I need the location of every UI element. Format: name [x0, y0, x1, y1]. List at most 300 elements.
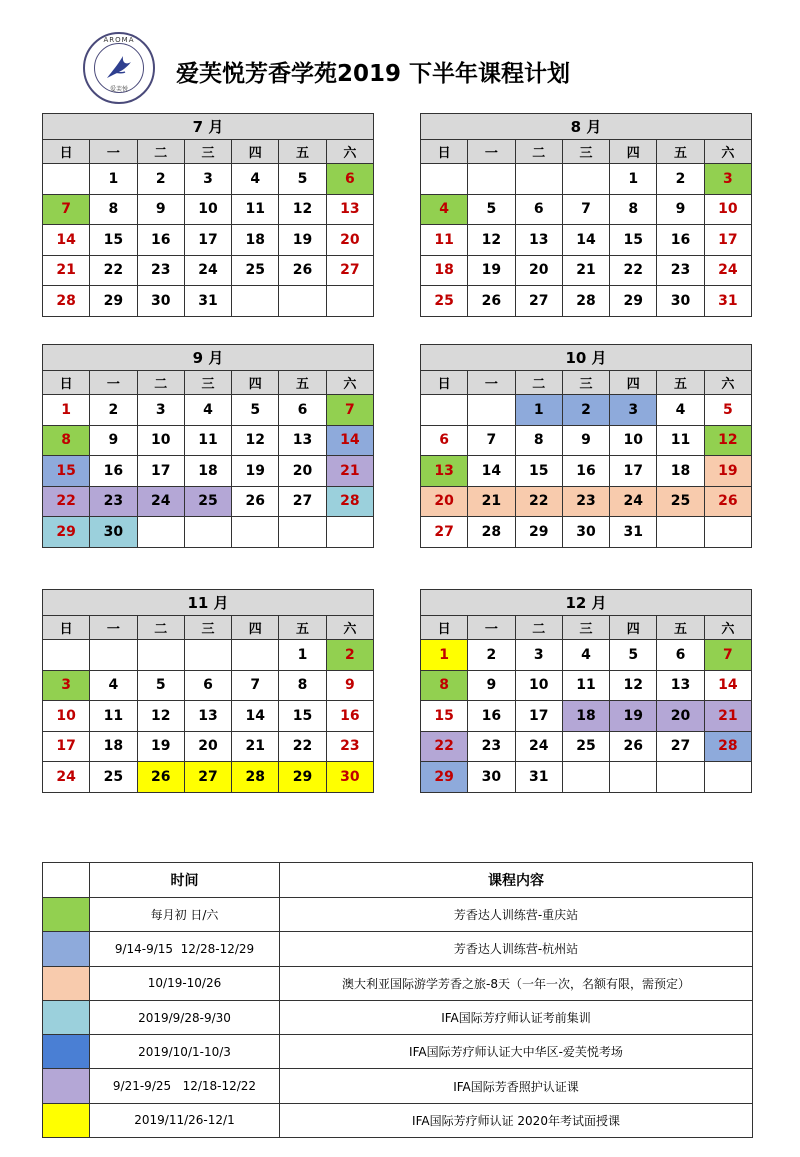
day-cell: 24 [704, 255, 751, 286]
day-cell: 19 [232, 456, 279, 487]
day-cell: 17 [137, 456, 184, 487]
day-cell: 7 [43, 194, 90, 225]
day-cell: 13 [515, 225, 562, 256]
week-row [43, 731, 374, 762]
day-cell: 11 [232, 194, 279, 225]
day-cell: 12 [468, 225, 515, 256]
day-cell: 11 [90, 701, 137, 732]
day-cell: 10 [184, 194, 231, 225]
day-cell: 1 [90, 164, 137, 195]
week-row [43, 670, 374, 701]
weekday-header: 四 [232, 371, 279, 395]
weekday-header: 日 [421, 371, 468, 395]
day-cell: 30 [657, 286, 704, 317]
day-cell: 4 [421, 194, 468, 225]
weekday-header: 日 [43, 616, 90, 640]
day-cell: 1 [43, 395, 90, 426]
legend-time: 9/21-9/25 12/18-12/22 [90, 1069, 280, 1103]
day-cell: 28 [704, 731, 751, 762]
week-row [421, 731, 752, 762]
day-cell: 8 [279, 670, 326, 701]
empty-day-cell [326, 517, 373, 548]
day-cell: 26 [232, 486, 279, 517]
day-cell: 15 [610, 225, 657, 256]
day-cell: 5 [468, 194, 515, 225]
day-cell: 3 [184, 164, 231, 195]
day-cell: 21 [562, 255, 609, 286]
day-cell: 26 [610, 731, 657, 762]
legend-content: IFA国际芳疗师认证考前集训 [280, 1000, 753, 1034]
day-cell: 2 [326, 640, 373, 671]
day-cell: 6 [421, 425, 468, 456]
day-cell: 20 [515, 255, 562, 286]
week-row [421, 517, 752, 548]
day-cell: 2 [562, 395, 609, 426]
day-cell: 29 [43, 517, 90, 548]
day-cell: 19 [468, 255, 515, 286]
weekday-header: 一 [90, 140, 137, 164]
day-cell: 15 [279, 701, 326, 732]
calendar-october [420, 344, 752, 548]
weekday-header: 三 [562, 616, 609, 640]
day-cell: 22 [421, 731, 468, 762]
day-cell: 12 [137, 701, 184, 732]
week-row [43, 425, 374, 456]
legend-time: 每月初 日/六 [90, 898, 280, 932]
weekday-header: 四 [232, 616, 279, 640]
legend-color-swatch [43, 1103, 90, 1137]
week-row [43, 164, 374, 195]
weekday-header: 一 [90, 371, 137, 395]
week-row [43, 640, 374, 671]
day-cell: 24 [515, 731, 562, 762]
day-cell: 13 [326, 194, 373, 225]
day-cell: 4 [90, 670, 137, 701]
day-cell: 2 [468, 640, 515, 671]
day-cell: 8 [421, 670, 468, 701]
day-cell: 30 [562, 517, 609, 548]
weekday-header: 六 [326, 616, 373, 640]
day-cell: 10 [610, 425, 657, 456]
legend-row [43, 1103, 753, 1137]
empty-day-cell [232, 517, 279, 548]
page-title: 爱芙悦芳香学苑2019 下半年课程计划 [176, 61, 571, 87]
weekday-header: 一 [468, 140, 515, 164]
legend-content: 澳大利亚国际游学芳香之旅-8天（一年一次，名额有限，需预定） [280, 966, 753, 1000]
day-cell: 20 [279, 456, 326, 487]
day-cell: 19 [610, 701, 657, 732]
day-cell: 5 [704, 395, 751, 426]
logo-sub-text: 爱芙悦 [109, 86, 128, 93]
weekday-header: 三 [184, 616, 231, 640]
weekday-header: 三 [562, 371, 609, 395]
month-title: 12 月 [421, 590, 752, 616]
legend-row [43, 1035, 753, 1069]
day-cell: 9 [657, 194, 704, 225]
legend-content: IFA国际芳香照护认证课 [280, 1069, 753, 1103]
day-cell: 9 [562, 425, 609, 456]
day-cell: 20 [421, 486, 468, 517]
weekday-header: 二 [515, 371, 562, 395]
weekday-header: 日 [421, 140, 468, 164]
day-cell: 3 [515, 640, 562, 671]
day-cell: 4 [562, 640, 609, 671]
legend-content: IFA国际芳疗师认证 2020年考试面授课 [280, 1103, 753, 1137]
month-title: 9 月 [43, 345, 374, 371]
day-cell: 22 [279, 731, 326, 762]
week-row [421, 395, 752, 426]
weekday-header: 一 [468, 371, 515, 395]
day-cell: 29 [90, 286, 137, 317]
week-row [421, 255, 752, 286]
day-cell: 28 [43, 286, 90, 317]
day-cell: 31 [704, 286, 751, 317]
day-cell: 24 [184, 255, 231, 286]
legend-color-swatch [43, 932, 90, 966]
day-cell: 8 [515, 425, 562, 456]
legend-content: 芳香达人训练营-重庆站 [280, 898, 753, 932]
day-cell: 15 [90, 225, 137, 256]
day-cell: 6 [184, 670, 231, 701]
calendar-august [420, 113, 752, 317]
day-cell: 5 [279, 164, 326, 195]
day-cell: 31 [184, 286, 231, 317]
day-cell: 27 [657, 731, 704, 762]
day-cell: 19 [279, 225, 326, 256]
week-row [421, 640, 752, 671]
day-cell: 28 [232, 762, 279, 793]
legend-header-content: 课程内容 [280, 863, 753, 898]
day-cell: 30 [468, 762, 515, 793]
day-cell: 16 [657, 225, 704, 256]
day-cell: 30 [326, 762, 373, 793]
day-cell: 3 [704, 164, 751, 195]
day-cell: 20 [326, 225, 373, 256]
week-row [421, 486, 752, 517]
weekday-header: 二 [137, 616, 184, 640]
day-cell: 13 [421, 456, 468, 487]
day-cell: 25 [90, 762, 137, 793]
week-row [43, 456, 374, 487]
day-cell: 23 [562, 486, 609, 517]
day-cell: 7 [232, 670, 279, 701]
day-cell: 18 [232, 225, 279, 256]
empty-day-cell [562, 762, 609, 793]
day-cell: 7 [704, 640, 751, 671]
week-row [43, 517, 374, 548]
day-cell: 18 [562, 701, 609, 732]
legend-time: 10/19-10/26 [90, 966, 280, 1000]
day-cell: 23 [657, 255, 704, 286]
day-cell: 8 [610, 194, 657, 225]
day-cell: 10 [43, 701, 90, 732]
weekday-header: 六 [326, 140, 373, 164]
week-row [43, 194, 374, 225]
month-title: 11 月 [43, 590, 374, 616]
month-title: 7 月 [43, 114, 374, 140]
day-cell: 29 [421, 762, 468, 793]
day-cell: 31 [610, 517, 657, 548]
day-cell: 17 [184, 225, 231, 256]
day-cell: 3 [43, 670, 90, 701]
empty-day-cell [137, 517, 184, 548]
day-cell: 14 [43, 225, 90, 256]
day-cell: 5 [232, 395, 279, 426]
day-cell: 27 [515, 286, 562, 317]
day-cell: 17 [515, 701, 562, 732]
week-row [421, 456, 752, 487]
weekday-header: 六 [326, 371, 373, 395]
weekday-header: 二 [515, 616, 562, 640]
empty-day-cell [515, 164, 562, 195]
day-cell: 14 [232, 701, 279, 732]
day-cell: 6 [515, 194, 562, 225]
day-cell: 16 [137, 225, 184, 256]
empty-day-cell [421, 164, 468, 195]
day-cell: 22 [90, 255, 137, 286]
day-cell: 27 [279, 486, 326, 517]
legend-time: 2019/10/1-10/3 [90, 1035, 280, 1069]
legend-table [42, 862, 752, 1138]
legend-color-swatch [43, 1000, 90, 1034]
day-cell: 12 [704, 425, 751, 456]
week-row [43, 286, 374, 317]
day-cell: 29 [279, 762, 326, 793]
day-cell: 8 [43, 425, 90, 456]
empty-day-cell [90, 640, 137, 671]
day-cell: 14 [468, 456, 515, 487]
weekday-header: 六 [704, 616, 751, 640]
day-cell: 13 [184, 701, 231, 732]
weekday-header: 四 [610, 371, 657, 395]
day-cell: 11 [421, 225, 468, 256]
day-cell: 10 [137, 425, 184, 456]
empty-day-cell [279, 286, 326, 317]
bird-icon [103, 50, 135, 82]
day-cell: 31 [515, 762, 562, 793]
day-cell: 26 [468, 286, 515, 317]
day-cell: 16 [90, 456, 137, 487]
weekday-header: 五 [279, 371, 326, 395]
day-cell: 9 [137, 194, 184, 225]
calendar-july [42, 113, 374, 317]
week-row [43, 395, 374, 426]
day-cell: 16 [326, 701, 373, 732]
legend-row [43, 1000, 753, 1034]
day-cell: 2 [137, 164, 184, 195]
day-cell: 4 [184, 395, 231, 426]
day-cell: 25 [421, 286, 468, 317]
weekday-header: 六 [704, 140, 751, 164]
day-cell: 23 [468, 731, 515, 762]
day-cell: 12 [232, 425, 279, 456]
legend-time: 2019/9/28-9/30 [90, 1000, 280, 1034]
day-cell: 21 [468, 486, 515, 517]
day-cell: 21 [326, 456, 373, 487]
week-row [421, 701, 752, 732]
week-row [421, 286, 752, 317]
week-row [421, 670, 752, 701]
legend-row [43, 932, 753, 966]
day-cell: 22 [610, 255, 657, 286]
day-cell: 1 [610, 164, 657, 195]
legend-color-swatch [43, 1035, 90, 1069]
week-row [43, 486, 374, 517]
day-cell: 2 [657, 164, 704, 195]
day-cell: 15 [421, 701, 468, 732]
day-cell: 11 [657, 425, 704, 456]
day-cell: 27 [184, 762, 231, 793]
day-cell: 5 [610, 640, 657, 671]
day-cell: 28 [562, 286, 609, 317]
day-cell: 22 [515, 486, 562, 517]
day-cell: 17 [43, 731, 90, 762]
day-cell: 18 [657, 456, 704, 487]
empty-day-cell [137, 640, 184, 671]
weekday-header: 三 [184, 371, 231, 395]
legend-row [43, 898, 753, 932]
weekday-header: 三 [562, 140, 609, 164]
week-row [421, 164, 752, 195]
day-cell: 21 [704, 701, 751, 732]
week-row [421, 194, 752, 225]
day-cell: 14 [326, 425, 373, 456]
day-cell: 25 [562, 731, 609, 762]
empty-day-cell [43, 164, 90, 195]
legend-color-swatch [43, 1069, 90, 1103]
day-cell: 3 [610, 395, 657, 426]
empty-day-cell [43, 640, 90, 671]
week-row [43, 762, 374, 793]
day-cell: 14 [562, 225, 609, 256]
day-cell: 23 [90, 486, 137, 517]
day-cell: 19 [137, 731, 184, 762]
day-cell: 7 [562, 194, 609, 225]
day-cell: 24 [43, 762, 90, 793]
weekday-header: 五 [657, 616, 704, 640]
day-cell: 7 [468, 425, 515, 456]
legend-time: 2019/11/26-12/1 [90, 1103, 280, 1137]
day-cell: 30 [90, 517, 137, 548]
day-cell: 29 [610, 286, 657, 317]
day-cell: 25 [232, 255, 279, 286]
day-cell: 21 [232, 731, 279, 762]
day-cell: 7 [326, 395, 373, 426]
week-row [43, 255, 374, 286]
weekday-header: 六 [704, 371, 751, 395]
day-cell: 27 [421, 517, 468, 548]
day-cell: 13 [279, 425, 326, 456]
empty-day-cell [657, 517, 704, 548]
empty-day-cell [232, 286, 279, 317]
day-cell: 25 [184, 486, 231, 517]
legend-color-swatch [43, 898, 90, 932]
day-cell: 20 [184, 731, 231, 762]
empty-day-cell [610, 762, 657, 793]
empty-day-cell [184, 517, 231, 548]
weekday-header: 五 [279, 616, 326, 640]
week-row [421, 762, 752, 793]
weekday-header: 日 [43, 140, 90, 164]
day-cell: 1 [421, 640, 468, 671]
day-cell: 26 [137, 762, 184, 793]
day-cell: 6 [326, 164, 373, 195]
day-cell: 23 [137, 255, 184, 286]
legend-content: 芳香达人训练营-杭州站 [280, 932, 753, 966]
day-cell: 30 [137, 286, 184, 317]
day-cell: 28 [326, 486, 373, 517]
day-cell: 17 [610, 456, 657, 487]
day-cell: 2 [90, 395, 137, 426]
empty-day-cell [421, 395, 468, 426]
day-cell: 6 [657, 640, 704, 671]
empty-day-cell [657, 762, 704, 793]
week-row [43, 225, 374, 256]
legend-header-row [43, 863, 753, 898]
weekday-header: 日 [421, 616, 468, 640]
calendar-november [42, 589, 374, 793]
weekday-header: 一 [468, 616, 515, 640]
day-cell: 21 [43, 255, 90, 286]
day-cell: 23 [326, 731, 373, 762]
day-cell: 15 [43, 456, 90, 487]
day-cell: 9 [90, 425, 137, 456]
day-cell: 26 [279, 255, 326, 286]
weekday-header: 二 [137, 140, 184, 164]
day-cell: 11 [562, 670, 609, 701]
day-cell: 20 [657, 701, 704, 732]
weekday-header: 日 [43, 371, 90, 395]
day-cell: 9 [468, 670, 515, 701]
week-row [421, 225, 752, 256]
day-cell: 5 [137, 670, 184, 701]
day-cell: 16 [562, 456, 609, 487]
empty-day-cell [468, 395, 515, 426]
day-cell: 4 [657, 395, 704, 426]
day-cell: 11 [184, 425, 231, 456]
empty-day-cell [704, 762, 751, 793]
day-cell: 16 [468, 701, 515, 732]
month-title: 10 月 [421, 345, 752, 371]
day-cell: 10 [704, 194, 751, 225]
weekday-header: 一 [90, 616, 137, 640]
day-cell: 10 [515, 670, 562, 701]
week-row [43, 701, 374, 732]
empty-day-cell [562, 164, 609, 195]
day-cell: 12 [279, 194, 326, 225]
legend-content: IFA国际芳疗师认证大中华区-爱芙悦考场 [280, 1035, 753, 1069]
calendar-september [42, 344, 374, 548]
calendar-december [420, 589, 752, 793]
legend-row [43, 966, 753, 1000]
day-cell: 9 [326, 670, 373, 701]
day-cell: 26 [704, 486, 751, 517]
legend-time: 9/14-9/15 12/28-12/29 [90, 932, 280, 966]
day-cell: 1 [515, 395, 562, 426]
day-cell: 4 [232, 164, 279, 195]
day-cell: 18 [184, 456, 231, 487]
weekday-header: 三 [184, 140, 231, 164]
day-cell: 14 [704, 670, 751, 701]
weekday-header: 五 [279, 140, 326, 164]
weekday-header: 四 [610, 616, 657, 640]
weekday-header: 二 [515, 140, 562, 164]
day-cell: 17 [704, 225, 751, 256]
day-cell: 8 [90, 194, 137, 225]
legend-row [43, 1069, 753, 1103]
month-title: 8 月 [421, 114, 752, 140]
day-cell: 1 [279, 640, 326, 671]
